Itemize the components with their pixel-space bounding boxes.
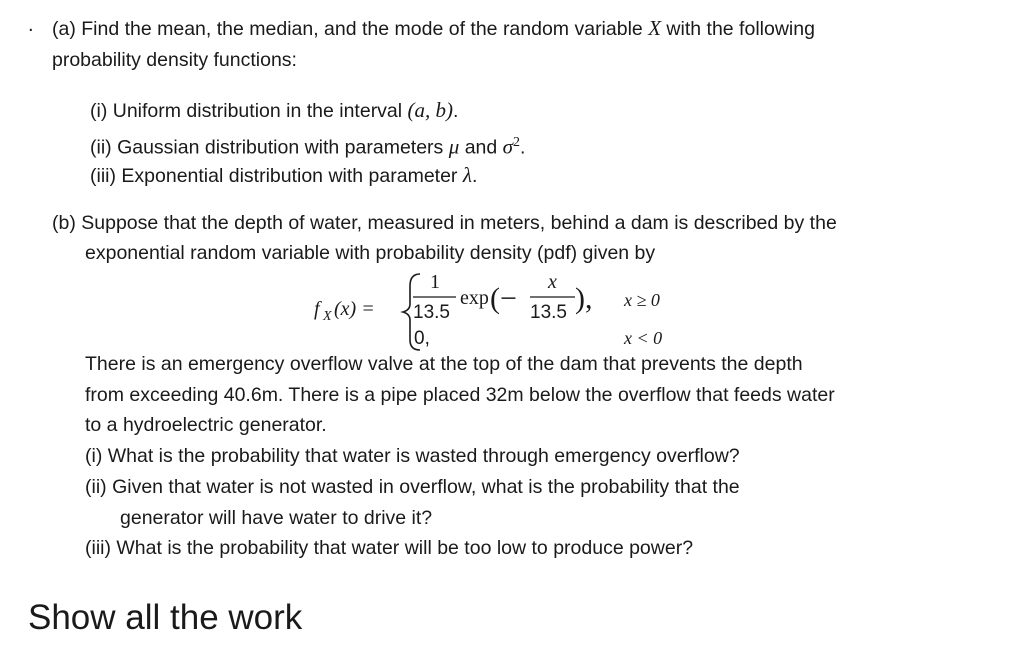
eq-exp-open: (− (490, 282, 517, 315)
part-a-item-iii: (iii) Exponential distribution with parameter λ. (90, 163, 478, 187)
part-b-question-ii: (ii) Given that water is not wasted in overflow, what is the probability that the (85, 476, 740, 498)
part-b-para-3: to a hydroelectric generator. (85, 414, 327, 436)
eq-exp: exp (460, 287, 489, 309)
part-b-line-2: exponential random variable with probability density (pdf) given by (85, 242, 656, 264)
eq-exp-close: ), (575, 282, 593, 315)
pdf-equation (300, 268, 720, 354)
part-a-line-1: (a) Find the mean, the median, and the mode of the random variable X with the following (52, 16, 815, 40)
part-b-question-i: (i) What is the probability that water is wasted through emergency overflow? (85, 445, 740, 467)
part-b-question-ii-cont: generator will have water to drive it? (120, 507, 433, 529)
part-b-para-1: There is an emergency overflow valve at the top of the dam that prevents the depth (85, 353, 803, 375)
eq-sub-x: X (323, 309, 332, 324)
eq-case2-val: 0, (414, 328, 430, 349)
part-b-question-iii: (iii) What is the probability that water will be too low to produce power? (85, 537, 694, 559)
variable-x: X (648, 16, 662, 40)
eq-lhs-arg: (x) = (334, 298, 375, 320)
part-a-item-i: (i) Uniform distribution in the interval (a, b). (90, 98, 459, 122)
eq-case1-cond: x ≥ 0 (624, 290, 660, 310)
list-bullet: . (28, 14, 34, 36)
show-work-note: Show all the work (28, 598, 303, 637)
part-b-para-2: from exceeding 40.6m. There is a pipe placed 32m below the overflow that feeds water (85, 384, 835, 406)
eq-case2-cond: x < 0 (624, 328, 663, 348)
part-a-item-ii: (ii) Gaussian distribution with parameters μ and $\sigma^2$. (90, 134, 526, 159)
part-a-line-2: probability density functions: (52, 49, 297, 71)
part-b-line-1: (b) Suppose that the depth of water, measured in meters, behind a dam is described by the (52, 212, 837, 234)
eq-f: f (314, 298, 320, 320)
eq-frac-den: 13.5 (413, 302, 450, 323)
eq-frac-num: 1 (430, 271, 440, 293)
eq-exp-den: 13.5 (530, 302, 567, 323)
eq-exp-num: x (548, 271, 557, 293)
